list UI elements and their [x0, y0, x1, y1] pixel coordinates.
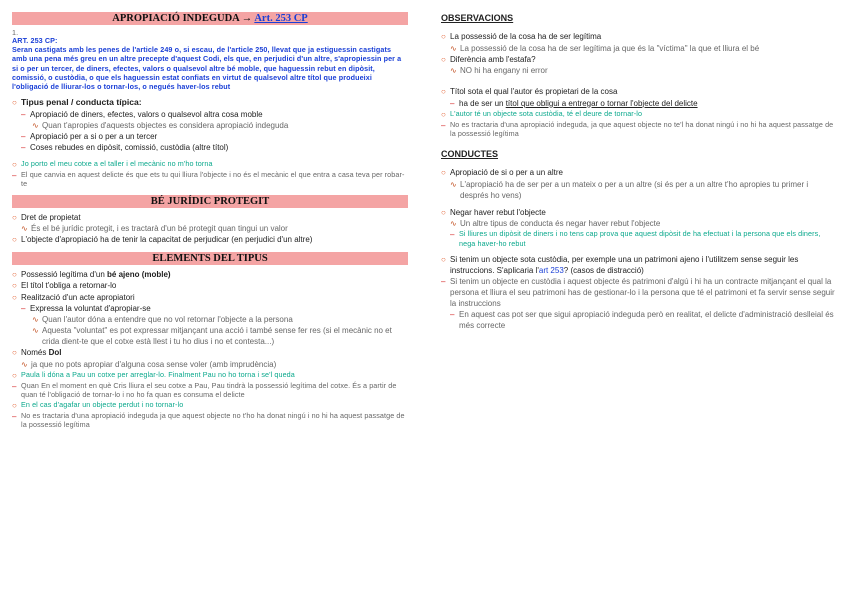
header-be-juridic-title: BÉ JURÍDIC PROTEGIT [150, 195, 270, 207]
list-item [12, 234, 408, 246]
list-item [441, 218, 837, 229]
el-item-4: Només [21, 348, 49, 358]
example-3 [12, 400, 408, 412]
example-3-note-text: No es tractaria d'una apropiació indeguda ja que aquest objecte no t'ho ha donat ningú i no hi ha aquest passatge de la possessió legítima [21, 411, 405, 430]
bullet-icon: ○ [12, 281, 17, 291]
bullet-icon: ○ [12, 98, 17, 108]
section-title-observacions: OBSERVACIONS [441, 13, 514, 23]
tilde-icon: ∿ [450, 219, 457, 229]
el-item-4-bold: Dol [48, 348, 62, 358]
bullet-icon: ○ [12, 292, 17, 302]
right-column [441, 12, 837, 331]
list-item [12, 303, 408, 314]
be-item-1: Dret de propietat [21, 212, 81, 222]
dash-icon: – [21, 109, 26, 119]
list-item [12, 269, 408, 281]
obs-example [441, 109, 837, 121]
list-item [441, 167, 837, 179]
bullet-icon: ○ [441, 254, 446, 264]
article-text: Seran castigats amb les penes de l'article 249 o, si escau, de l'article 250, llevat que ja estiguessin castigats amb una pena més greu en un altre precepte d'aquest Codi, els que, en perjudici d'un altre, s'apropiessin per a si o per un tercer, de diners, efectes, valors o qualsevol altre bé moble, que haguessin rebut en dipòsit, comissió, o custòdia, o que els haguessin estat confiats en virtut de qualsevol altre títol que produeixi l'obligació de lliurar-los o tornar-los, o negués haver-los rebut [12, 45, 402, 92]
el-item-3a2: Aquesta "voluntat" es pot expressar mitjançant una acció i també sense fer res (si el mecànic no et crida dient-te que el cotxe està llest i tu ho dius i no et contesta...) [42, 326, 392, 347]
list-item [12, 359, 408, 370]
obs-item-4: L'autor té un objecte sota custòdia, té el deure de tornar-lo [450, 108, 643, 118]
list-item [12, 347, 408, 359]
bullet-icon: ○ [441, 54, 446, 64]
list-item [12, 325, 408, 347]
header-elements-title: ELEMENTS DEL TIPUS [152, 252, 268, 264]
header-apropiacio [12, 12, 408, 25]
dash-icon: – [12, 382, 17, 392]
list-item [12, 223, 408, 234]
list-item [12, 212, 408, 224]
example-2 [12, 370, 408, 382]
dash-icon: – [450, 230, 455, 240]
cond-item-1a: L'apropiació ha de ser per a un mateix o per a un altre (si és per a un altre t'ho apropies tu primer i després ho vens) [460, 179, 809, 200]
el-item-1: Possessió legítima d'un [21, 269, 108, 279]
tipus-item-1: Apropiació de diners, efectes, valors o qualsevol altra cosa moble [30, 109, 263, 119]
cond-item-1: Apropiació de si o per a un altre [450, 168, 563, 178]
list-item [441, 276, 837, 309]
cond-item-2a: Un altre tipus de conducta és negar haver rebut l'objecte [460, 219, 661, 229]
bullet-icon: ○ [12, 400, 17, 410]
list-item [441, 31, 837, 43]
bullet-icon: ○ [441, 109, 446, 119]
obs-item-3a-underlined: títol que obligui a entregar o tornar l'objecte del delicte [505, 98, 698, 108]
bullet-icon: ○ [441, 32, 446, 41]
article-label: ART. 253 CP: [12, 36, 58, 45]
obs-item-1a: La possessió de la cosa ha de ser legítima ja que és la "víctima" la que et lliura el bé [460, 43, 760, 53]
be-item-1a: És el bé jurídic protegit, i es tractarà d'un bé protegit quan tingui un valor [31, 224, 288, 234]
cond-item-2: Negar haver rebut l'objecte [450, 207, 546, 217]
cond-item-2b: Si lliures un dipòsit de diners i no tens cap prova que aquest dipòsit de ha efectuat i la persona que els diners, nega haver-ho rebut [459, 229, 821, 248]
tilde-icon: ∿ [21, 224, 28, 234]
list-item [12, 142, 408, 153]
example-1 [12, 159, 408, 171]
bullet-icon: ○ [12, 235, 17, 245]
example-1-note [12, 170, 408, 188]
cond-item-3: Si tenim un objecte sota custòdia, per exemple una un patrimoni ajeno i l'utilitzem sense seguir les instruccions. S'aplicaria l' [450, 254, 799, 275]
bullet-icon: ○ [441, 207, 446, 217]
bullet-icon: ○ [12, 348, 17, 358]
dot-marker: 1. [12, 28, 19, 37]
tilde-icon: ∿ [21, 359, 28, 369]
cond-item-3-post: ? (casos de distracció) [563, 265, 644, 275]
list-item [441, 229, 837, 247]
example-2-note [12, 381, 408, 399]
bullet-icon: ○ [12, 159, 17, 169]
dash-icon: – [450, 98, 455, 108]
list-item [441, 43, 837, 54]
left-column [12, 12, 408, 429]
tilde-icon: ∿ [450, 43, 457, 53]
obs-item-2a: NO hi ha engany ni error [460, 66, 548, 75]
bullet-icon: ○ [12, 212, 17, 222]
list-item [12, 292, 408, 304]
bullet-icon: ○ [441, 87, 446, 96]
list-item [441, 86, 837, 98]
el-item-1-bold: bé ajeno (moble) [107, 269, 171, 279]
tipus-item-1a: Quan t'apropies d'aquests objectes es considera apropiació indeguda [42, 120, 289, 130]
dash-icon: – [441, 276, 446, 286]
el-item-3a1: Quan l'autor dóna a entendre que no vol retornar l'objecte a la persona [42, 315, 293, 325]
article-link[interactable]: Art. 253 CP [254, 13, 308, 24]
tilde-icon: ∿ [32, 120, 39, 130]
list-item [12, 314, 408, 325]
bullet-icon: ○ [12, 269, 17, 279]
cond-item-3a: Si tenim un objecte en custòdia i aquest objecte és patrimoni d'algú i hi ha un contracte mitjançant el qual la persona et lliura el seu patrimoni has de gestionar-lo i la persona que té el patrimoni et fa servir sense seguir la instruccions [450, 276, 835, 308]
header-title: APROPIACIÓ INDEGUDA → [112, 13, 253, 24]
header-be-juridic [12, 195, 408, 208]
tilde-icon: ∿ [450, 66, 457, 75]
be-item-2: L'objecte d'apropiació ha de tenir la capacitat de perjudicar (en perjudici d'un altre) [21, 235, 313, 245]
list-item [12, 120, 408, 131]
obs-item-3: Títol sota el qual l'autor és propietari de la cosa [450, 87, 618, 96]
example-3-text: En el cas d'agafar un objecte perdut i no tornar-lo [21, 399, 184, 409]
example-2-note-text: Quan En el moment en què Cris lliura el seu cotxe a Pau, Pau tindrà la possessió legítima del cotxe. És a partir de quan té l'obligació de tornar-lo i no ho fa quan es consuma el delicte [21, 381, 397, 400]
list-item [441, 98, 837, 109]
obs-item-3a: ha de ser un [459, 98, 506, 108]
dash-icon: – [450, 309, 455, 319]
el-item-3a: Expressa la voluntat d'apropiar-se [30, 304, 151, 314]
tilde-icon: ∿ [32, 326, 39, 336]
dash-icon: – [21, 142, 26, 152]
dash-icon: – [21, 131, 26, 141]
example-2-text: Paula li dóna a Pau un cotxe per arreglar-lo. Finalment Pau no ho torna i se'l queda [21, 369, 295, 379]
example-1-note-text: El que canvia en aquest delicte és que ets tu qui lliura l'objecte i no és el mecànic el que entra a casa teva per robar-te [21, 170, 405, 189]
list-item [441, 54, 837, 66]
list-item [441, 254, 837, 276]
header-elements [12, 252, 408, 265]
obs-item-4a: No es tractaria d'una apropiació indeguda, ja que aquest objecte no te'l ha donat ningú i no hi ha aquest passatge de la possessió legítima [450, 120, 834, 139]
list-item [12, 280, 408, 292]
tilde-icon: ∿ [32, 315, 39, 325]
example-3-note [12, 411, 408, 429]
el-item-2: El títol t'obliga a retornar-lo [21, 281, 117, 291]
dash-icon: – [21, 304, 26, 314]
list-item [441, 309, 837, 331]
list-item [441, 207, 837, 219]
bullet-icon: ○ [441, 168, 446, 178]
tipus-heading [12, 97, 408, 109]
example-1-text: Jo porto el meu cotxe a el taller i el mecànic no m'ho torna [21, 158, 213, 168]
dash-icon: – [12, 412, 17, 422]
obs-item-2: Diferència amb l'estafa? [450, 54, 536, 64]
list-item [12, 131, 408, 142]
dash-icon: – [441, 121, 446, 130]
list-item [441, 65, 837, 76]
bullet-icon: ○ [12, 370, 17, 380]
tilde-icon: ∿ [450, 179, 457, 189]
el-item-3: Realització d'un acte apropiatori [21, 292, 135, 302]
article-link-253[interactable]: art 253 [538, 265, 564, 275]
el-item-4a: ja que no pots apropiar d'alguna cosa sense voler (amb imprudència) [31, 359, 277, 369]
section-title-conductes: CONDUCTES [441, 149, 499, 160]
list-item [441, 179, 837, 201]
obs-example-note [441, 120, 837, 138]
tipus-item-3: Coses rebudes en dipòsit, comissió, custòdia (altre títol) [30, 142, 229, 152]
cond-item-3b: En aquest cas pot ser que sigui apropiació indeguda però en realitat, el delicte d'administració deslleial és més correcte [459, 309, 834, 330]
list-item [12, 109, 408, 120]
tipus-title: Tipus penal / conducta típica: [21, 97, 142, 108]
tipus-item-2: Apropiació per a si o per a un tercer [30, 131, 158, 141]
dash-icon: – [12, 171, 17, 181]
obs-item-1: La possessió de la cosa ha de ser legítima [450, 32, 602, 41]
